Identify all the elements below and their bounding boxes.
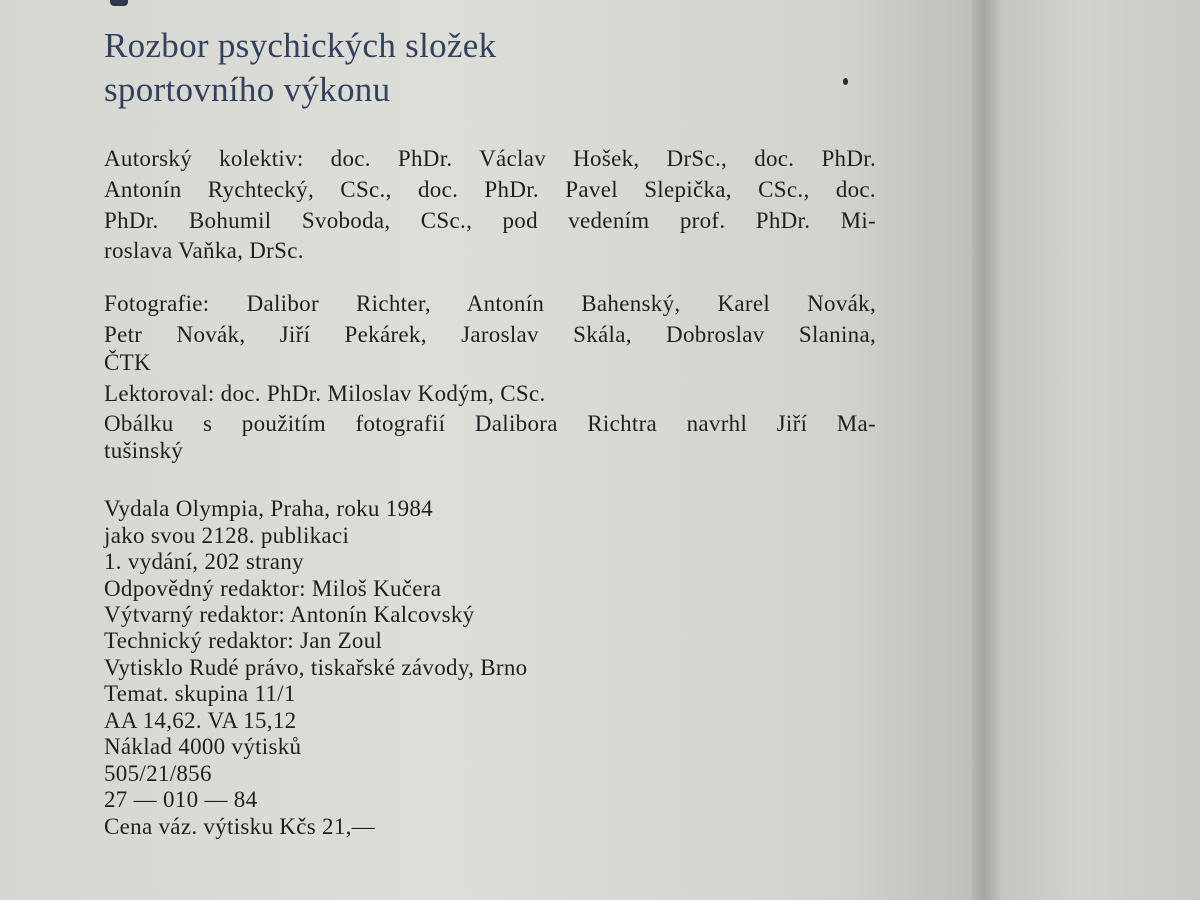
colophon-technical-editor: Technický redaktor: Jan Zoul [104, 628, 383, 653]
authors-line-1: Autorský kolektiv: doc. PhDr. Václav Hošek, DrSc., doc. PhDr. [104, 146, 876, 171]
page-fold [972, 0, 1000, 900]
colophon-art-editor: Výtvarný redaktor: Antonín Kalcovský [104, 602, 475, 627]
colophon-printer: Vytisklo Rudé právo, tiskařské závody, Brno [104, 655, 528, 680]
colophon-price: Cena váz. výtisku Kčs 21,— [104, 814, 375, 839]
book-title-line-1: Rozbor psychických složek [104, 26, 497, 65]
photos-line-2: Petr Novák, Jiří Pekárek, Jaroslav Skála, Dobroslav Slanina, [104, 322, 876, 347]
right-page [1000, 0, 1200, 900]
authors-line-2: Antonín Rychtecký, CSc., doc. PhDr. Pavel Slepička, CSc., doc. [104, 177, 876, 202]
reviewer-line: Lektoroval: doc. PhDr. Miloslav Kodým, CSc. [104, 381, 546, 406]
colophon-code: 505/21/856 [104, 761, 212, 786]
colophon-sheets: AA 14,62. VA 15,12 [104, 708, 297, 733]
colophon-editor: Odpovědný redaktor: Miloš Kučera [104, 576, 442, 601]
cut-off-heading-mark [110, 0, 128, 6]
colophon-print-run: Náklad 4000 výtisků [104, 734, 302, 759]
authors-line-3: PhDr. Bohumil Svoboda, CSc., pod vedením prof. PhDr. Mi- [104, 208, 876, 233]
paper-speck [843, 78, 848, 85]
colophon-catalog-number: 27 — 010 — 84 [104, 787, 258, 812]
colophon-publication-number: jako svou 2128. publikaci [104, 523, 350, 548]
colophon-edition: 1. vydání, 202 strany [104, 549, 304, 574]
colophon-thematic-group: Temat. skupina 11/1 [104, 681, 296, 706]
book-title-line-2: sportovního výkonu [104, 70, 391, 109]
photos-line-1: Fotografie: Dalibor Richter, Antonín Bahenský, Karel Novák, [104, 291, 876, 316]
photos-line-3: ČTK [104, 350, 151, 375]
authors-line-4: roslava Vaňka, DrSc. [104, 238, 304, 263]
cover-line-1: Obálku s použitím fotografií Dalibora Richtra navrhl Jiří Ma- [104, 411, 876, 436]
cover-line-2: tušinský [104, 438, 184, 463]
colophon-publisher: Vydala Olympia, Praha, roku 1984 [104, 496, 433, 521]
